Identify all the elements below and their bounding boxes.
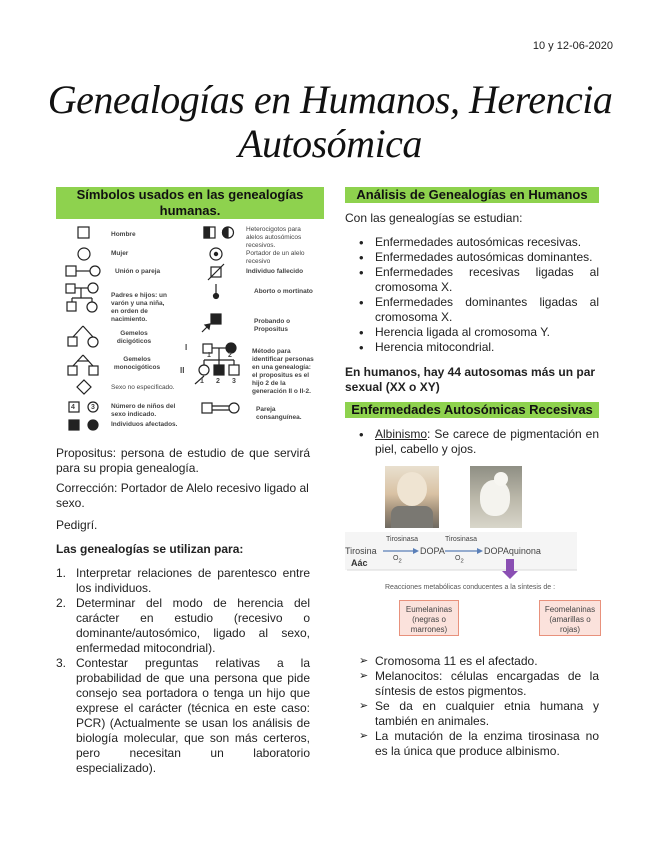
pathway-dopaquinona: DOPAquinona xyxy=(484,546,541,556)
uses-heading: Las genealogías se utilizan para: xyxy=(56,542,244,556)
list-item xyxy=(56,656,310,776)
list-item: • Enfermedades autosómicas dominantes. xyxy=(345,250,599,265)
list-item xyxy=(56,566,310,596)
symbol-label-mujer: Mujer xyxy=(111,250,129,257)
pathway-dopa: DOPA xyxy=(420,546,445,556)
pathway-diagram xyxy=(345,532,603,642)
pedigree-II-2: 2 xyxy=(216,378,220,385)
feomelaninas-label: Feomelaninas xyxy=(544,605,596,614)
pathway-aac: Aác xyxy=(351,558,368,568)
list-item: • Enfermedades dominantes ligadas al cromosoma X. xyxy=(345,295,599,325)
list-text: Determinar del modo de herencia del carácter en estudio (recesivo o dominante/autosómico, ligado al sexo, enfermedad mitocondrial). xyxy=(76,596,310,655)
symbol-label-portador: Portador de un alelo recesivo xyxy=(246,250,305,265)
propositus-text: Propositus: persona de estudio de que servirá para su propia genealogía. xyxy=(56,446,310,475)
symbol-number-4: 4 xyxy=(71,404,75,411)
list-text: Interpretar relaciones de parentesco entre los individuos. xyxy=(76,566,310,595)
list-item: • Enfermedades autosómicas recesivas. xyxy=(345,235,599,250)
symbol-label-heterocigotos: Heterocigotos para alelos autosómicos recesivos. xyxy=(246,226,302,249)
list-item: • Enfermedades recesivas ligadas al cromosoma X. xyxy=(345,265,599,295)
list-number: 3. xyxy=(56,656,67,670)
symbol-label-probando: Probando o Propositus xyxy=(254,318,291,333)
analysis-intro: Con las genealogías se estudian: xyxy=(345,211,523,225)
list-text: Contestar preguntas relativas a la probabilidad de que una persona que pide consejo sea portadora o tenga un hijo que exprese el carácter (técnica en este caso: PCR) (Actualmente se usan los análisis de biología molecular, que son más certeros, pero necesitan un laboratorio especializado). xyxy=(76,656,310,775)
albinismo-text: : Se carece de pigmentación en piel, cabello y ojos. xyxy=(375,427,599,456)
albinismo-list xyxy=(345,427,599,457)
eumelaninas-sub: (negras o marrones) xyxy=(410,615,448,634)
female-symbol xyxy=(78,248,90,260)
list-item: ➢ La mutación de la enzima tirosinasa no es la única que produce albinismo. xyxy=(345,729,599,759)
list-item: ➢ Melanocitos: células encargadas de la síntesis de estos pigmentos. xyxy=(345,669,599,699)
pathway-caption: Reacciones metabólicas conducentes a la síntesis de : xyxy=(385,584,556,591)
pathway-o2-2-o: O xyxy=(455,555,461,562)
symbol-label-afectados: Individuos afectados. xyxy=(111,421,178,428)
eumelaninas-label: Eumelaninas xyxy=(405,605,453,614)
eumelaninas-box xyxy=(399,600,459,636)
uses-list xyxy=(56,566,310,776)
analysis-header: Análisis de Genealogías en Humanos xyxy=(345,187,599,203)
symbol-label-numero: Número de niños del sexo indicado. xyxy=(111,403,176,418)
symbol-label-dicigoticos: Gemelos dicigóticos xyxy=(116,330,152,345)
symbols-header: Símbolos usados en las genealogías humanas. xyxy=(56,187,324,219)
pedigree-I-1: 1 xyxy=(207,352,211,359)
correccion-text: Corrección: Portador de Alelo recesivo ligado al sexo. xyxy=(56,481,309,510)
list-number: 1. xyxy=(56,566,67,580)
albino-animal-photo xyxy=(470,466,522,528)
male-symbol xyxy=(78,227,89,238)
pedigree-I-2: 2 xyxy=(228,352,232,359)
page-title: Genealogías en Humanos, Herencia Autosómica xyxy=(47,77,613,166)
pathway-tirosinasa-2: Tirosinasa xyxy=(445,536,478,543)
pathway-o2-1-o: O xyxy=(393,555,399,562)
list-item: • Herencia ligada al cromosoma Y. xyxy=(345,325,599,340)
symbol-label-fallecido: Individuo fallecido xyxy=(246,268,304,275)
symbol-label-consanguinea: Pareja consanguínea. xyxy=(256,406,302,421)
list-item xyxy=(56,596,310,656)
feomelaninas-sub: (amarillas o rojas) xyxy=(549,615,591,634)
symbol-number-3: 3 xyxy=(91,404,95,411)
albino-child-photo xyxy=(385,466,439,528)
pedigri-text: Pedigrí. xyxy=(56,518,98,532)
pathway-tirosinasa-1: Tirosinasa xyxy=(386,536,419,543)
list-item: ➢ Se da en cualquier etnia humana y también en animales. xyxy=(345,699,599,729)
pathway-o2-2: $O_2$ xyxy=(455,555,464,565)
pedigree-generation-I: I xyxy=(185,343,188,352)
albinismo-term: Albinismo xyxy=(375,427,428,441)
recessive-header: Enfermedades Autosómicas Recesivas xyxy=(345,402,599,418)
symbol-label-metodo: Método para identificar personas en una genealogía: el propositus es el hijo 2 de la generación II o II-2. xyxy=(252,348,314,395)
date: 10 y 12-06-2020 xyxy=(532,40,613,52)
pathway-o2-1: $O_2$ xyxy=(393,555,402,565)
symbol-label-monocigoticos: Gemelos monocigóticos xyxy=(113,356,161,371)
list-item: ➢ Cromosoma 11 es el afectado. xyxy=(345,654,599,669)
studied-list xyxy=(345,235,599,355)
autosomes-text: En humanos, hay 44 autosomas más un par sexual (XX o XY) xyxy=(345,365,596,394)
list-number: 2. xyxy=(56,596,67,610)
symbol-label-padres: Padres e hijos: un varón y una niña, en orden de nacimiento. xyxy=(111,292,167,323)
pedigree-II-3: 3 xyxy=(232,378,236,385)
symbol-label-sexo: Sexo no especificado. xyxy=(111,384,175,391)
pedigree-II-1: 1 xyxy=(200,378,204,385)
pathway-tirosina: Tirosina xyxy=(345,546,377,556)
symbol-label-aborto: Aborto o mortinato xyxy=(254,288,313,295)
symbol-label-union: Unión o pareja xyxy=(115,268,161,275)
pedigree-generation-II: II xyxy=(180,366,185,375)
feomelaninas-box xyxy=(539,600,601,636)
list-item xyxy=(345,427,599,457)
symbol-label-hombre: Hombre xyxy=(111,231,136,238)
facts-list xyxy=(345,654,599,759)
list-item: • Herencia mitocondrial. xyxy=(345,340,599,355)
symbols-figure xyxy=(56,222,316,437)
